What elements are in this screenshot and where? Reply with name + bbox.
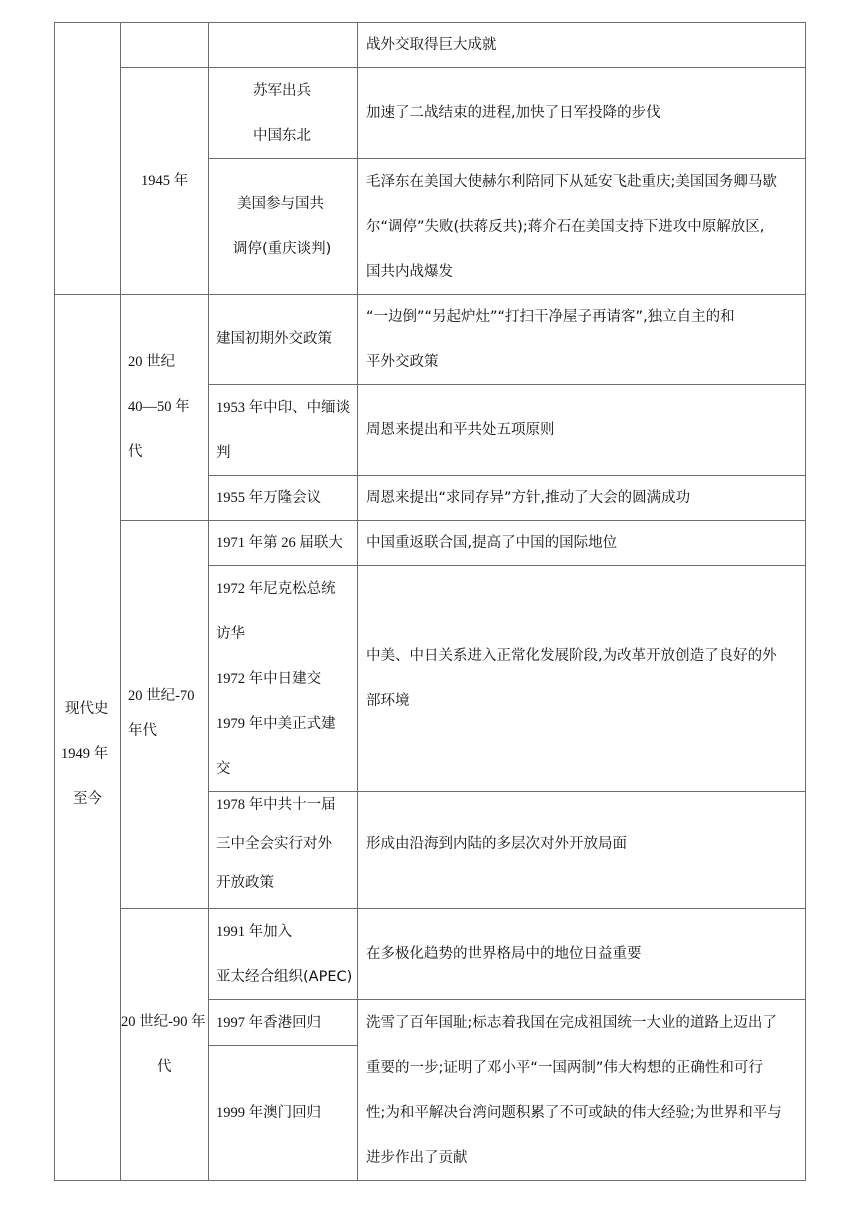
event-text: 访华 [216,626,245,642]
event-text: 1997 年香港回归 [216,1015,322,1031]
effect-text: “一边倒”“另起炉灶”“打扫干净屋子再请客”,独立自主的和 [366,309,735,325]
event-text: 1953 年中印、中缅谈 [216,400,351,416]
event-text: 调停(重庆谈判) [233,241,332,257]
event-text: 1972 年尼克松总统 [216,581,336,597]
event-text: 交 [216,761,231,777]
period-cell-continued [54,22,121,295]
effect-text: 重要的一步;证明了邓小平“一国两制”伟大构想的正确性和可行 [366,1060,763,1076]
effect-text: 中美、中日关系进入正常化发展阶段,为改革开放创造了良好的外 [366,648,777,664]
event-cell-mediation [208,158,358,295]
event-cell-1978 [208,791,358,909]
event-cell-1955 [208,475,358,521]
effect-text: 中国重返联合国,提高了中国的国际地位 [366,535,618,551]
effect-text: 毛泽东在美国大使赫尔利陪同下从延安飞赴重庆;美国国务卿马歇 [366,174,777,190]
era-label: 20 世纪-90 年 [121,1014,206,1030]
effect-cell-soviet [357,67,806,159]
event-text: 建国初期外交政策 [216,331,332,347]
era-cell-empty [120,22,209,68]
effect-cell-1955 [357,475,806,521]
event-text: 三中全会实行对外 [216,836,332,852]
era-cell-70s [120,520,209,909]
event-cell-empty [208,22,358,68]
effect-text: 平外交政策 [366,354,439,370]
era-cell-90s [120,908,209,1181]
effect-cell-1997-1999 [357,999,806,1181]
effect-cell-1978 [357,791,806,909]
event-text: 1991 年加入 [216,924,293,940]
effect-text: 部环境 [366,693,410,709]
event-cell-1972 [208,565,358,792]
event-cell-early-policy [208,294,358,385]
effect-text: 加速了二战结束的进程,加快了日军投降的步伐 [366,105,661,121]
effect-text: 周恩来提出和平共处五项原则 [366,422,555,438]
effect-cell-row0 [357,22,806,68]
event-cell-1999 [208,1045,358,1181]
effect-text: 周恩来提出“求同存异”方针,推动了大会的圆满成功 [366,490,691,506]
era-label: 代 [128,444,143,460]
event-text: 中国东北 [253,128,311,144]
effect-text: 国共内战爆发 [366,264,453,280]
event-cell-soviet [208,67,358,159]
event-text: 1978 年中共十一届 [216,797,336,813]
era-label: 20 世纪-70 [128,688,195,704]
event-cell-1971 [208,520,358,566]
event-cell-1953 [208,384,358,476]
era-cell-40-50s [120,294,209,521]
event-text: 开放政策 [216,875,274,891]
effect-text: 洗雪了百年国耻;标志着我国在完成祖国统一大业的道路上迈出了 [366,1015,777,1031]
event-text: 苏军出兵 [253,83,311,99]
period-label: 1949 年 [61,746,109,762]
event-text: 判 [216,445,231,461]
era-label: 年代 [128,723,157,739]
era-label: 代 [157,1059,172,1075]
effect-cell-early-policy [357,294,806,385]
period-label: 至今 [73,791,102,807]
era-cell-1945 [120,67,209,295]
era-label: 20 世纪 [128,354,176,370]
effect-cell-1971 [357,520,806,566]
era-label-1945: 1945 年 [141,173,189,189]
period-label: 现代史 [65,701,109,717]
event-text: 美国参与国共 [237,196,324,212]
era-label: 40—50 年 [128,399,190,415]
event-text: 1972 年中日建交 [216,671,322,687]
effect-text: 形成由沿海到内陆的多层次对外开放局面 [366,836,627,852]
event-text: 1971 年第 26 届联大 [216,535,343,551]
event-text: 1999 年澳门回归 [216,1105,322,1121]
effect-cell-1953 [357,384,806,476]
effect-text: 性;为和平解决台湾问题积累了不可或缺的伟大经验;为世界和平与 [366,1105,782,1121]
effect-cell-1991 [357,908,806,1000]
effect-cell-1972 [357,565,806,792]
event-text: 1955 年万隆会议 [216,490,322,506]
event-cell-1997 [208,999,358,1046]
effect-text: 在多极化趋势的世界格局中的地位日益重要 [366,946,642,962]
effect-text: 尔“调停”失败(扶蒋反共);蒋介石在美国支持下进攻中原解放区, [366,219,765,235]
event-text: 亚太经合组织(APEC) [216,969,353,985]
effect-text: 进步作出了贡献 [366,1150,468,1166]
period-cell-modern [54,294,121,1181]
effect-text: 战外交取得巨大成就 [366,37,497,53]
effect-cell-mediation [357,158,806,295]
event-text: 1979 年中美正式建 [216,716,336,732]
event-cell-1991 [208,908,358,1000]
